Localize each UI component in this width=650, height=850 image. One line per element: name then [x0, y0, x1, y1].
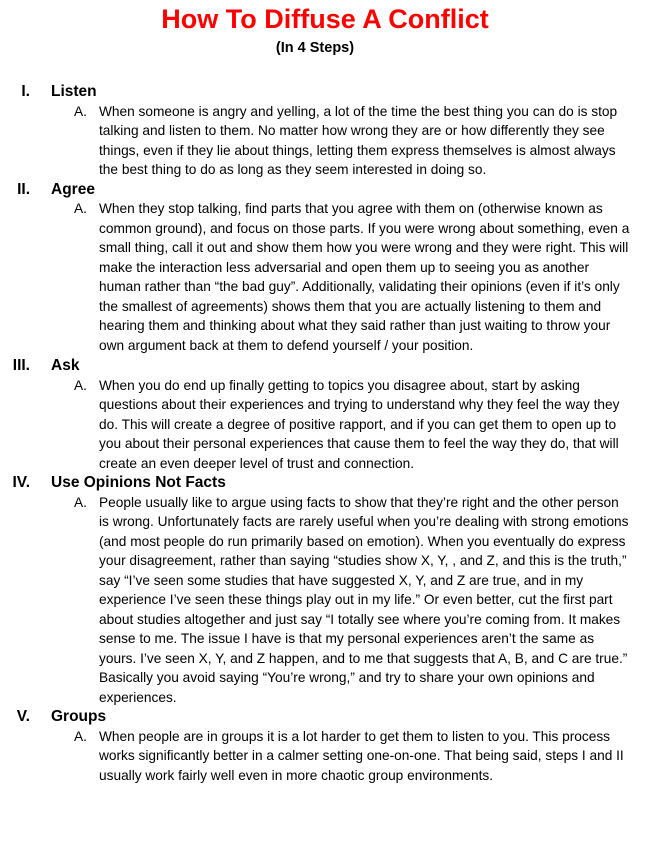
list-item	[74, 199, 630, 355]
section-header	[0, 707, 650, 727]
list-item	[74, 376, 630, 474]
section-heading: Agree	[51, 180, 95, 198]
section-header	[0, 180, 650, 200]
item-letter: A.	[74, 201, 87, 216]
section-numeral: I.	[21, 83, 30, 100]
section-agree	[0, 180, 650, 356]
section-use-opinions-not-facts	[0, 473, 650, 707]
section-header	[0, 82, 650, 102]
item-text: When people are in groups it is a lot harder to get them to listen to you. This process works significantly better in a calmer setting one-on-one. That being said, steps I and II usually work fairly well even in more chaotic group environments.	[99, 728, 624, 783]
item-letter: A.	[74, 377, 87, 393]
section-groups	[0, 707, 650, 785]
list-item	[74, 102, 630, 180]
list-item	[74, 727, 630, 786]
section-header	[0, 473, 650, 493]
item-text: People usually like to argue using facts to show that they’re right and the other person is wrong. Unfortunately facts are rarely useful when you’re dealing with strong emotions (and most people do run primarily based on emotion). When you eventually do express your disagreement, rather than saying “studies show X, Y, , and Z, and this is the truth,” say “I’ve seen some studies that have suggested X, Y, and Z are true, and in my experience I’ve seen these things play out in my life.” Or even better, cut the first part about studies altogether and just say “I totally see where you’re coming from. It makes sense to me. The issue I have is that my personal experiences aren’t the same as yours. I’ve seen X, Y, and Z happen, and to me that suggests that A, B, and C are true.” Basically you avoid saying “You’re wrong,” and try to share your own opinions and experiences.	[99, 494, 629, 705]
item-letter: A.	[74, 494, 87, 510]
item-letter: A.	[74, 728, 87, 744]
list-item	[74, 493, 630, 708]
item-text: When someone is angry and yelling, a lot of the time the best thing you can do is stop talking and listen to them. No matter how wrong they are or how differently they see things, even if they lie about things, letting them express themselves is almost always the best thing to do as long as they seem interested in doing so.	[99, 103, 618, 177]
item-letter: A.	[74, 103, 87, 119]
item-text: When you do end up finally getting to topics you disagree about, start by asking questions about their experiences and trying to understand why they feel the way they do. This will create a degree of positive rapport, and if you can get them to open up to you about their personal experiences that cause them to feel the way they do, that will create an even deeper level of trust and connection.	[99, 377, 620, 471]
item-text: When they stop talking, find parts that you agree with them on (otherwise known as common ground), and focus on those parts. If you were wrong about something, even a small thing, call it out and show them how you were wrong and they were right. This will make the interaction less adversarial and open them up to seeing you as another human rather than “the bad guy”. Additionally, validating their opinions (even if it’s only the smallest of agreements) shows them that you are actually listening to them and hearing them and thinking about what they said rather than just waiting to throw your own argument back at them to defend yourself / your position.	[99, 201, 630, 353]
section-numeral: V.	[16, 708, 30, 725]
document-title: How To Diffuse A Conflict	[161, 4, 489, 34]
document-subtitle: (In 4 Steps)	[275, 40, 355, 56]
section-heading: Groups	[51, 708, 107, 725]
section-listen	[0, 82, 650, 180]
outline	[0, 82, 650, 785]
section-ask	[0, 356, 650, 473]
section-numeral: IV.	[12, 474, 30, 491]
section-header	[0, 356, 650, 376]
section-numeral: II.	[17, 180, 30, 198]
section-heading: Ask	[51, 357, 80, 374]
section-heading: Listen	[51, 83, 97, 100]
section-heading: Use Opinions Not Facts	[51, 474, 226, 491]
section-numeral: III.	[12, 357, 30, 374]
